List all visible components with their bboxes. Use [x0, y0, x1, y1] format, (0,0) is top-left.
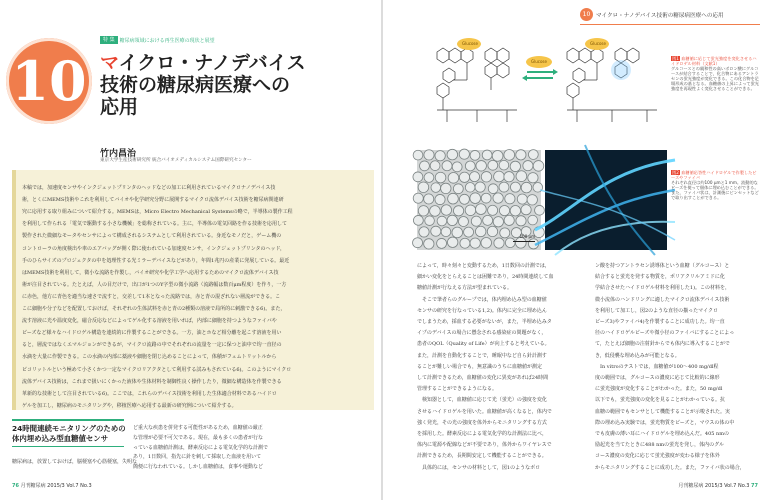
bead [424, 173, 434, 183]
text-line: 体内に電源や配線などが不要であり，体外からワイヤレスで [417, 442, 552, 449]
bead [424, 194, 434, 204]
text-line: っている血糖値計測は，酵素反応による電気化学的な計測で [133, 444, 269, 451]
text-line: に赤色，他方に青色を適当な速さで流すと，交差して1本となった流路では，赤と青の混ざれない層流ができる。こ [22, 293, 281, 300]
bead [499, 205, 509, 215]
bead [418, 182, 429, 193]
bead [418, 206, 428, 216]
text-line: 水滴を大量に作製できる。この水滴の内部に薬液や細胞を閉じ込めることによって，体積がフェムトリットルから [22, 354, 277, 361]
bead [505, 194, 515, 204]
text-line: からモニタリングすることに成功した。また，ファイバ状の場合， [595, 464, 745, 471]
bead [448, 193, 459, 204]
running-number: 10 [580, 8, 593, 21]
text-line: 血糖の範囲でもセンサとして機能することが示唆された。実 [595, 408, 731, 415]
text-line: コース濃度の変化に応じて蛍光強度が変わる様子を体外 [595, 453, 720, 460]
bead [499, 182, 509, 192]
running-head [580, 8, 724, 21]
bead [521, 182, 532, 193]
text-line: 術，とくにMEMS技術やこれを利用してバイオや化学研究分野に展開するマイクロ流体デバイス技術を糖尿病関連研 [22, 197, 284, 204]
text-line: て，たとえば細胞の注射針からでも体内に導入することがで [595, 341, 730, 348]
bead [528, 215, 538, 225]
bead [447, 215, 457, 225]
figure-2-beads-micrograph [417, 150, 541, 250]
text-line: コントローラの角度検出や車のエアバッグが開く際に使われている加速度センサ，インクジェットプリンタのヘッド， [22, 245, 286, 252]
section-rule-top [12, 419, 124, 421]
text-line: 製作された微細なモータやセンサによって構成されるシステムとして利用されている。身近なモノだと，ゲーム機の [22, 233, 282, 240]
fiber-image [545, 150, 667, 250]
text-line: でしまうため，採血する必要がないが，また，半埋め込みタ [417, 319, 552, 325]
bead [441, 205, 451, 215]
bead [499, 160, 509, 170]
figure-2-fiber-image [545, 150, 667, 250]
text-line: 細かい変化をとらえることは困難であり，24時間連続して血 [417, 274, 554, 281]
title-line-3: 応用 [100, 96, 139, 118]
text-line: 検知器として，血糖値に応じて光（蛍光）の強度を変化 [417, 397, 547, 404]
section-heading [12, 424, 126, 444]
bead [528, 173, 538, 183]
text-line: 具体的には，センサの材料として，図1のようなボロ [417, 464, 541, 471]
figure-1-caption [671, 56, 759, 91]
page-number-right: 77 [751, 483, 758, 489]
text-line: ど重大な疾患を併発する可能性があるため，血糖値の厳正 [133, 425, 263, 431]
bead [464, 227, 474, 237]
figure-2-caption [671, 170, 759, 200]
glucose-label-center: Glucose [531, 59, 547, 64]
molecule-right [567, 48, 657, 122]
bead [413, 172, 423, 182]
text-line: また，計測を自動化することで，睡眠中など自ら針計測す [417, 352, 547, 359]
bead [413, 238, 423, 248]
bead [413, 215, 423, 225]
section-rule-bottom [12, 446, 124, 447]
running-title: マイクロ・ナノデバイス技術の糖尿病医療への応用 [596, 12, 724, 19]
text-line: させるハイドロゲルを用いた。血糖値が高くなると，体内で [417, 408, 552, 415]
bead [442, 161, 452, 171]
bead [510, 206, 520, 216]
bead [510, 161, 520, 171]
bead [475, 204, 486, 215]
bead [465, 161, 475, 171]
bead [475, 182, 485, 192]
bead [516, 216, 526, 226]
text-line: を採用した。酵素反応による電気化学的な計測法に比べ， [417, 431, 548, 437]
title-line-2: 技術の糖尿病医療への [100, 74, 291, 96]
bead [493, 193, 503, 203]
text-line: 度の範囲では，グルコースの濃度に応じて比較的に線形 [595, 375, 720, 381]
bead [424, 239, 434, 249]
bead [504, 172, 514, 182]
bead [483, 215, 493, 225]
figure-1-body: グルコースとの親和性の高いボロン酸にグルコースが結合することで，化合物にあるアントラセンの蛍光強度が変化できる。この化合物を足場形成の基となる。血糖値の上昇によって蛍光強度を再現性よく変化させることができる。 [671, 66, 759, 91]
text-line: 手のひらサイズのプロジェクタの中を処理性する光ミラーデバイスなどがあり，年間1兆円の産業に発展している。最近 [22, 257, 290, 264]
bead [510, 182, 520, 192]
bead [505, 238, 515, 248]
scale-bar [513, 241, 535, 243]
figure-2-title: 血糖値応答性ハイドロゲルで作製したビーズやファイバ [671, 170, 757, 180]
text-line: 本稿では，加速度センサやインクジェットプリンタのヘッドなどの加工に利用されているマイクロナノデバイス技 [22, 185, 276, 191]
text-line: 簡便に行なわれている。しかし血糖値は，食事や運動など [133, 464, 264, 471]
author-affiliation: 東京大学生産技術研究所 統合バイオメディカルシステム国際研究センター [100, 158, 252, 163]
text-line: 結合すると蛍光を発する物質を，ポリアクリルアミドに化 [595, 274, 725, 281]
text-line: ビーズ3)やファイバ4)を作製することに成功した。均一直 [595, 319, 725, 325]
scale-label: 100 μm [519, 234, 535, 239]
text-line: でも皮膚の薄い耳にハイドロゲルを埋め込んだ。405 nmの [595, 431, 729, 437]
bead [523, 161, 533, 171]
title-line-1 [100, 52, 306, 74]
bead [494, 238, 504, 248]
bead [441, 183, 451, 193]
abstract-box [12, 170, 374, 410]
bead [481, 237, 492, 248]
text-line: 糖尿病は，放置しておけば，脳梗塞や心筋梗塞，失明な [12, 459, 138, 465]
text-line: 糖値計測が行なえる方法が望まれている。 [417, 285, 513, 292]
text-line: によって，時々刻々と変動するため，1日数回の計測では， [417, 263, 550, 269]
bead [425, 216, 435, 226]
bead [465, 205, 476, 216]
glucose-label-left: Glucose [462, 41, 478, 46]
chapter-number: 10 [11, 49, 87, 113]
text-line: して計測できるため，血糖値の変化に異変があれば24時間 [417, 375, 549, 381]
bead [465, 183, 475, 193]
bead [437, 238, 447, 248]
bead [471, 216, 481, 226]
bead [447, 149, 458, 160]
bead [413, 193, 423, 203]
text-line: 患者のQOL（Quality of Life）が向上すると考えている。 [417, 341, 550, 348]
figure-2-number: 図2 [672, 170, 679, 175]
bead [494, 171, 505, 182]
bead [453, 184, 463, 194]
bead [515, 237, 526, 248]
equilibrium-arrows [522, 69, 558, 81]
text-line: 以下でも，蛍光強度の変化を見ることがわかっている。抗 [595, 397, 726, 404]
article-title [100, 52, 306, 118]
bead [430, 161, 440, 171]
folio-text-right: 月刊糖尿病 2015/3 Vol.7 No.3 [678, 483, 750, 489]
bead [535, 205, 545, 215]
bead [470, 172, 480, 182]
bead [458, 216, 468, 226]
bead [413, 150, 423, 160]
bead [517, 194, 527, 204]
bead [476, 161, 487, 172]
bead [475, 226, 485, 236]
bead [521, 205, 531, 215]
title-first-char: マ [100, 52, 119, 74]
text-line: 術が注目されている。たとえば，人の目だけで，出口が1つのY字型の微小流路（流路幅は数百μm程度）を作り，一方 [22, 281, 287, 288]
text-line: な管理が必要不可欠である。現在，最も多くの患者が行な [133, 434, 264, 441]
text-line: ン酸を持つアントラセン誘導体という血糖（グルコース）と [595, 263, 730, 269]
glucose-label-right: Glucose [590, 41, 606, 46]
text-line: In vitroのテストでは，血糖値が100〜400 mg/dl程 [595, 363, 719, 370]
bead [459, 194, 469, 204]
bead [504, 150, 515, 161]
text-line: イプのデバイスの場合に懸念される感染症の問題がなく， [417, 330, 547, 337]
text-line: そこで筆者らのグループでは，体内埋め込み型の血糖値 [417, 296, 547, 303]
bead [488, 184, 498, 194]
text-line: 究に応用する取り組みについて紹介する。MEMSは，Micro Electro Mechanical Systemsの略で，半導体の製作工程 [22, 209, 293, 216]
text-line: 学結合させたハイドロゲル材料を利用した1)。この材料を， [595, 285, 731, 292]
bead [460, 238, 470, 248]
text-line: ゲルを加工し，糖尿病のモニタリングや，移植医療へ応用する最新の研究例について紹介する。 [22, 402, 237, 409]
text-line: 励起光を当てたときに488 nmの蛍光を発し，体内のグル [595, 442, 724, 449]
left-page [0, 0, 381, 500]
text-line: に蛍光強度が変化することがわかった。また，50 mg/dl [595, 386, 723, 393]
bead [504, 215, 514, 225]
chemical-structure-diagram [417, 32, 667, 132]
bead [424, 150, 434, 160]
bead [459, 149, 469, 159]
author-name: 竹内昌治 [100, 149, 137, 159]
text-line: を利用して加工し，図2のような直径の揃ったマイクロ [595, 307, 718, 314]
bead [435, 194, 445, 204]
bead [487, 226, 497, 236]
bead [419, 227, 429, 237]
bead [470, 193, 481, 204]
text-line: 際の埋め込み実験では，蛍光物質をビーズと，マウスの体の中 [595, 419, 735, 426]
bead [481, 193, 491, 203]
bead [448, 173, 459, 184]
bead [527, 195, 537, 205]
text-line: 微小流体のハンドリングに適したマイクロ流体デバイス技術 [595, 296, 730, 303]
bead [516, 150, 526, 160]
folio-text-left: 月刊糖尿病 2015/3 Vol.7 No.3 [20, 483, 92, 489]
figure-1-number: 図1 [672, 56, 679, 61]
bead [481, 172, 491, 182]
bead [452, 162, 462, 172]
bead [470, 238, 480, 248]
bead [482, 150, 492, 160]
text-line: はMEMS技術を利用して，微小な流路を作製し，バイオ研究や化学工学へ応用するためのマイクロ流体デバイス技 [22, 269, 279, 276]
bead [488, 205, 498, 215]
text-line: ると，層流ではなくエマルジョンができるが，マイクロ流路の中でそれぞれの流量を一定に保つと油中で均一直径の [22, 342, 282, 349]
bead [528, 150, 538, 160]
folio-left [12, 482, 92, 489]
molecule-left [437, 48, 517, 122]
bead [492, 150, 503, 161]
text-line: 管理することができるようになる。 [417, 386, 498, 393]
title-line-1-rest: イクロ・ナノデバイス [118, 52, 306, 74]
feature-badge: 特 集 [100, 36, 118, 44]
bead [441, 227, 451, 237]
text-line: あり，1日数回，指先に針を刺して採取した血液を用いて [133, 454, 262, 461]
bead [516, 171, 527, 182]
bead [453, 206, 463, 216]
bead [435, 151, 445, 161]
bead [459, 172, 469, 182]
running-rule [580, 24, 760, 25]
text-line: ビーズなど様々なハイドロゲル構造を連続的に作製することができる。一方，油とホなど相分離を起こす溶液を用い [22, 330, 282, 337]
chapter-circle [6, 38, 92, 124]
right-page [383, 0, 764, 500]
section-heading-line-2: 体内埋め込み型血糖値センサ [12, 434, 109, 443]
section-heading-line-1: 24時間連続モニタリングのための [12, 424, 126, 433]
bead [493, 217, 503, 227]
bead [431, 183, 441, 193]
text-line: センサの研究を行なっている1,2)。体内に完全に埋め込ん [417, 307, 547, 314]
text-line: ピコリットルという極めて小さくかつ一定なマイクロリアクタとして利用する試みもされている6)。このようにマイクロ [22, 366, 292, 373]
text-line: を利用して作られる「電気で駆動する小さな機械」を総称されている。主に，半導体の電気回路を作る技術を応用して [22, 221, 288, 228]
figure-1-chemical-structures [417, 32, 667, 132]
page-number-left: 76 [12, 483, 19, 489]
text-line: 強く発光，その光の強度を体外からモニタリングする方式 [417, 419, 547, 426]
bead [437, 216, 447, 226]
text-line: 流体デバイス技術は，これまで扱いにくかった液体や生体材料を制御性良く操作したり，微細な構造体を作製できる [22, 378, 282, 385]
text-line: 流す溶液に光や温度変化，磁合反応などによってゲル化する溶液を用いれば，内部に細胞を持つようなファイバや [22, 318, 277, 325]
bead [420, 161, 430, 171]
bead [470, 150, 480, 160]
folio-right [678, 482, 758, 489]
bead [435, 172, 446, 183]
abstract-strip [12, 170, 16, 410]
text-line: ることが難しい場合でも，無意識のうちに血糖値が測定 [417, 363, 543, 370]
feature-title: 糖尿病領域における再生医療の現状と展望 [119, 37, 215, 44]
bead [431, 226, 441, 236]
bead [452, 227, 463, 238]
text-line: 径のハイドロゲルビーズや微小径のファイバにすることによっ [595, 330, 735, 337]
text-line: こに細胞や分子などを配置しておけば，それぞれの生体試料を赤と青の2種類の溶液で局所的に刺激できる6)。また， [22, 306, 286, 312]
text-line: 革新的な技術として注目されている6)。ここでは，これらのデバイス技術を利用した生体適合材料であるハイドロ [22, 390, 277, 397]
text-line: 計測できるため，長期間安定して機能することができる。 [417, 453, 547, 460]
bead [533, 161, 544, 172]
bead [488, 160, 498, 170]
bead [447, 237, 457, 247]
bead [430, 206, 441, 217]
figure-2-body: それぞれ直径は約100 μmと1 mm。流動的なビーズを使って個体に埋め込むことができる。また，ファイバ状は，計測後にピンセットなどで取り出すことができる。 [671, 180, 759, 200]
text-line: き，低侵襲な埋め込みが可能となる。 [595, 352, 680, 359]
figure-1-title: 血糖値に応じて蛍光強度を変化させるハイドロゲル材料（文献1） [671, 56, 757, 66]
feature-tag [100, 36, 215, 44]
bead [500, 228, 510, 238]
